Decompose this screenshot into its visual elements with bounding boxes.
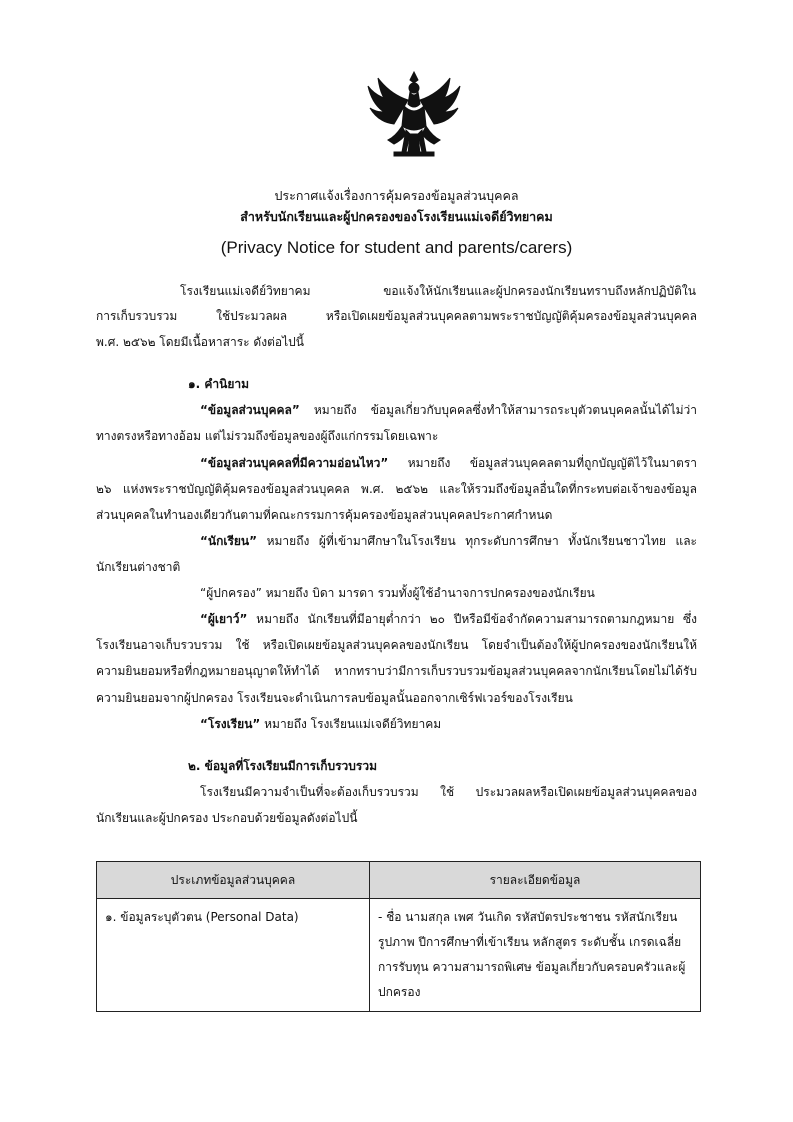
notice-title-line2: สำหรับนักเรียนและผู้ปกครองของโรงเรียนแม่เจดีย์วิทยาคม bbox=[240, 209, 553, 224]
definition-sensitive-data bbox=[200, 454, 697, 473]
def-parent-text: หมายถึง บิดา มารดา รวมทั้งผู้ใช้อำนาจการปกครองของนักเรียน bbox=[261, 586, 595, 600]
table-header-detail: รายละเอียดข้อมูล bbox=[370, 862, 701, 899]
garuda-emblem-icon bbox=[364, 70, 464, 162]
definition-personal-data bbox=[200, 401, 697, 420]
definition-school bbox=[200, 715, 441, 734]
def-personal-data-cont: ทางตรงหรือทางอ้อม แต่ไม่รวมถึงข้อมูลของผู้ถึงแก่กรรมโดยเฉพาะ bbox=[96, 429, 439, 443]
intro-line3: พ.ศ. ๒๕๖๒ โดยมีเนื้อหาสาระ ดังต่อไปนี้ bbox=[96, 335, 304, 349]
term-minor: “ผู้เยาว์” bbox=[200, 612, 248, 626]
table-header-row bbox=[97, 862, 701, 899]
definition-parent bbox=[200, 584, 595, 603]
table-cell-detail: - ชื่อ นามสกุล เพศ วันเกิด รหัสบัตรประชาชน รหัสนักเรียน รูปภาพ ปีการศึกษาที่เข้าเรียน หลักสูตร ระดับชั้น เกรดเฉลี่ย การรับทุน ความสามารถพิเศษ ข้อมูลเกี่ยวกับครอบครัวและผู้ปกครอง bbox=[370, 899, 701, 1012]
notice-title-line1: ประกาศแจ้งเรื่องการคุ้มครองข้อมูลส่วนบุคคล bbox=[274, 188, 519, 203]
intro-line2: การเก็บรวบรวม ใช้ประมวลผล หรือเปิดเผยข้อมูลส่วนบุคคลตามพระราชบัญญัติคุ้มครองข้อมูลส่วนบุคคล bbox=[96, 309, 697, 323]
section1-heading: ๑. คำนิยาม bbox=[188, 377, 250, 391]
term-sensitive-data: “ข้อมูลส่วนบุคคลที่มีความอ่อนไหว” bbox=[200, 456, 389, 470]
term-personal-data: “ข้อมูลส่วนบุคคล” bbox=[200, 403, 300, 417]
def-sensitive-data-cont2: ส่วนบุคคลในทำนองเดียวกันตามที่คณะกรรมการคุ้มครองข้อมูลส่วนบุคคลประกาศกำหนด bbox=[96, 508, 553, 522]
term-school: “โรงเรียน” bbox=[200, 717, 261, 731]
intro-line1: โรงเรียนแม่เจดีย์วิทยาคม ขอแจ้งให้นักเรียนและผู้ปกครองนักเรียนทราบถึงหลักปฏิบัติใน bbox=[180, 284, 696, 298]
def-student-cont: นักเรียนต่างชาติ bbox=[96, 560, 181, 574]
table-cell-type: ๑. ข้อมูลระบุตัวตน (Personal Data) bbox=[97, 899, 370, 1012]
def-school-text: หมายถึง โรงเรียนแม่เจดีย์วิทยาคม bbox=[260, 717, 442, 731]
def-minor-cont1: โรงเรียนอาจเก็บรวบรวม ใช้ หรือเปิดเผยข้อมูลส่วนบุคคลของนักเรียน โดยจำเป็นต้องให้ผู้ปกครองของนักเรียนให้ bbox=[96, 638, 697, 652]
def-minor-text: หมายถึง นักเรียนที่มีอายุต่ำกว่า ๒๐ ปีหรือมีข้อจำกัดความสามารถตามกฎหมาย ซึ่ง bbox=[247, 612, 697, 626]
def-sensitive-data-cont1: ๒๖ แห่งพระราชบัญญัติคุ้มครองข้อมูลส่วนบุคคล พ.ศ. ๒๕๖๒ และให้รวมถึงข้อมูลอื่นใดที่กระทบต่อเจ้าของข้อมูล bbox=[96, 482, 697, 496]
def-minor-cont2: ความยินยอมหรือที่กฎหมายอนุญาตให้ทำได้ หากทราบว่ามีการเก็บรวบรวมข้อมูลส่วนบุคคลจากนักเรียนโดยไม่ได้รับ bbox=[96, 664, 697, 678]
section2-text2: นักเรียนและผู้ปกครอง ประกอบด้วยข้อมูลดังต่อไปนี้ bbox=[96, 811, 358, 825]
definition-minor bbox=[200, 610, 697, 629]
notice-title-english: (Privacy Notice for student and parents/carers) bbox=[220, 238, 573, 257]
term-parent: “ผู้ปกครอง” bbox=[200, 586, 262, 600]
section2-text1: โรงเรียนมีความจำเป็นที่จะต้องเก็บรวบรวม ใช้ ประมวลผลหรือเปิดเผยข้อมูลส่วนบุคคลของ bbox=[200, 785, 697, 799]
term-student: “นักเรียน” bbox=[200, 534, 258, 548]
def-personal-data-text: หมายถึง ข้อมูลเกี่ยวกับบุคคลซึ่งทำให้สามารถระบุตัวตนบุคคลนั้นได้ไม่ว่า bbox=[299, 403, 697, 417]
definition-student bbox=[200, 532, 697, 551]
table-header-type: ประเภทข้อมูลส่วนบุคคล bbox=[97, 862, 370, 899]
def-sensitive-data-text: หมายถึง ข้อมูลส่วนบุคคลตามที่ถูกบัญญัติไว้ในมาตรา bbox=[388, 456, 697, 470]
personal-data-table bbox=[96, 861, 701, 1012]
table-row bbox=[97, 899, 701, 1012]
def-minor-cont3: ความยินยอมจากผู้ปกครอง โรงเรียนจะดำเนินการลบข้อมูลนั้นออกจากเซิร์ฟเวอร์ของโรงเรียน bbox=[96, 691, 573, 705]
def-student-text: หมายถึง ผู้ที่เข้ามาศึกษาในโรงเรียน ทุกระดับการศึกษา ทั้งนักเรียนชาวไทย และ bbox=[257, 534, 697, 548]
section2-heading: ๒. ข้อมูลที่โรงเรียนมีการเก็บรวบรวม bbox=[188, 759, 377, 773]
